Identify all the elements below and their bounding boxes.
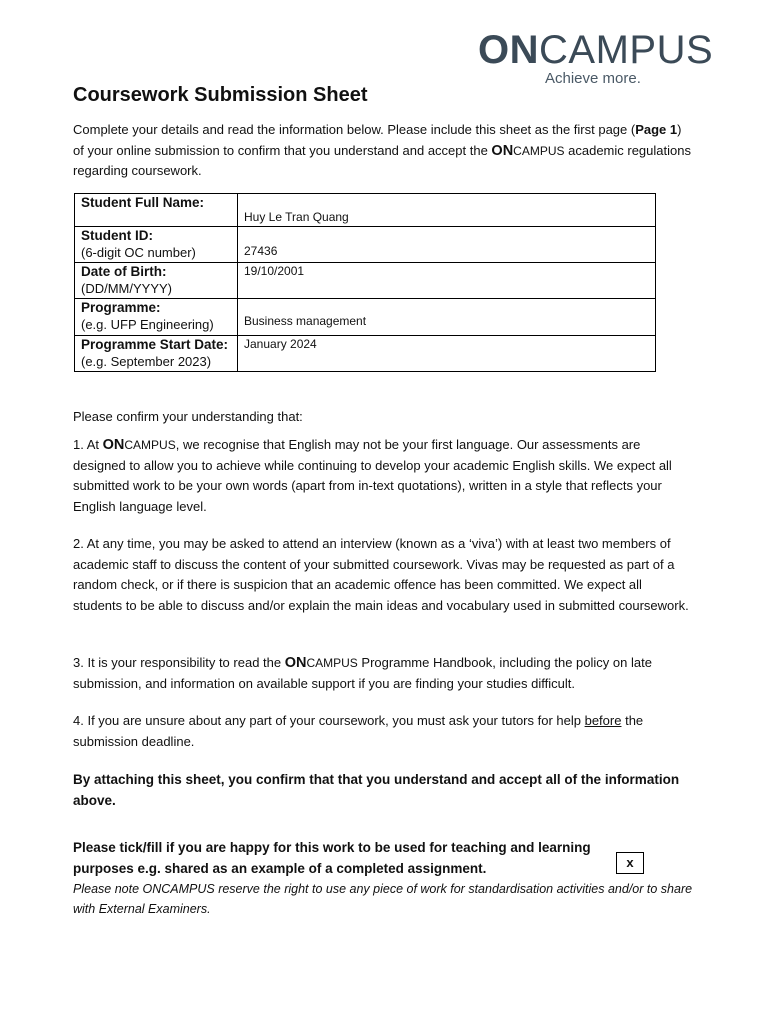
- brand-campus: CAMPUS: [306, 656, 358, 670]
- programme-value: Business management: [244, 314, 367, 328]
- oncampus-logo: [478, 28, 728, 87]
- confirm-heading: Please confirm your understanding that:: [73, 409, 303, 424]
- acceptance-statement: By attaching this sheet, you confirm that that you understand and accept all of the information above.: [73, 772, 680, 808]
- underlined-before: before: [584, 713, 622, 728]
- standardisation-note: Please note ONCAMPUS reserve the right to use any piece of work for standardisation activities and/or to share with External Examiners.: [73, 882, 693, 916]
- student-details-table: [74, 193, 656, 372]
- table-row: [75, 299, 656, 336]
- item1-text-a: 1. At: [73, 437, 103, 452]
- dob-hint: (DD/MM/YYYY): [81, 281, 172, 296]
- detail-label-cell: [75, 194, 238, 227]
- intro-paragraph: [73, 120, 693, 182]
- full-name-field[interactable]: [238, 194, 656, 227]
- brand-on: ON: [491, 142, 514, 159]
- detail-label-cell: [75, 299, 238, 336]
- logo-on: ON: [478, 28, 539, 72]
- dob-value: 19/10/2001: [244, 264, 305, 278]
- programme-field[interactable]: [238, 299, 656, 336]
- student-id-value: 27436: [244, 244, 278, 258]
- full-name-label: Student Full Name:: [81, 195, 205, 210]
- programme-label: Programme:: [81, 300, 161, 315]
- item3-text-b: Programme Handbook, including the policy on late submission, and information on available support if you are finding your studies difficult.: [73, 655, 652, 691]
- brand-on: ON: [284, 655, 307, 671]
- brand-campus: CAMPUS: [513, 143, 565, 158]
- intro-text-2: ) of your online submission to confirm that you understand and accept the: [73, 122, 682, 158]
- item4-text-a: 4. If you are unsure about any part of your coursework, you must ask your tutors for help: [73, 713, 585, 728]
- logo-campus: CAMPUS: [539, 28, 714, 72]
- student-id-label: Student ID:: [81, 228, 153, 243]
- dob-label: Date of Birth:: [81, 264, 167, 279]
- programme-hint: (e.g. UFP Engineering): [81, 317, 214, 332]
- list-item: [73, 653, 693, 694]
- start-date-label: Programme Start Date:: [81, 337, 229, 352]
- logo-wordmark: [478, 30, 728, 70]
- full-name-value: Huy Le Tran Quang: [244, 210, 349, 224]
- brand-on: ON: [102, 437, 125, 453]
- intro-text-1: Complete your details and read the information below. Please include this sheet as the first page (: [73, 122, 636, 137]
- item1-text-b: , we recognise that English may not be your first language. Our assessments are designed to allow you to achieve while continuing to develop your academic English skills. We expect all submitted work to be your own words (apart from in-text quotations), written in a style that reflects your English language level.: [73, 437, 672, 514]
- logo-tagline: Achieve more.: [545, 70, 641, 87]
- detail-label-cell: [75, 263, 238, 299]
- item3-text-a: 3. It is your responsibility to read the: [73, 655, 285, 670]
- list-item: [73, 435, 693, 517]
- table-row: [75, 336, 656, 372]
- consent-text: Please tick/fill if you are happy for this work to be used for teaching and learning purposes e.g. shared as an example of a completed assignment.: [73, 840, 591, 876]
- student-id-hint: (6-digit OC number): [81, 245, 196, 260]
- page-reference: Page 1: [635, 122, 678, 137]
- start-date-hint: (e.g. September 2023): [81, 354, 212, 369]
- page-title: Coursework Submission Sheet: [73, 84, 368, 106]
- consent-checkbox[interactable]: x: [616, 852, 644, 874]
- start-date-field[interactable]: [238, 336, 656, 372]
- dob-field[interactable]: [238, 263, 656, 299]
- list-item: 2. At any time, you may be asked to attend an interview (known as a ‘viva’) with at least two members of academic staff to discuss the content of your submitted coursework. Vivas may be requested as part of a random check, or if there is suspicion that an academic offence has been committed. We expect all students to be able to discuss and/or explain the main ideas and vocabulary used in submitted coursework.: [73, 536, 689, 613]
- student-id-field[interactable]: [238, 227, 656, 263]
- intro-text-3: academic regulations regarding coursework.: [73, 142, 691, 178]
- table-row: [75, 194, 656, 227]
- detail-label-cell: [75, 227, 238, 263]
- brand-campus: CAMPUS: [124, 438, 176, 452]
- detail-label-cell: [75, 336, 238, 372]
- start-date-value: January 2024: [244, 337, 317, 351]
- table-row: [75, 263, 656, 299]
- list-item: [73, 711, 693, 752]
- item4-text-b: the submission deadline.: [73, 713, 644, 749]
- table-row: [75, 227, 656, 263]
